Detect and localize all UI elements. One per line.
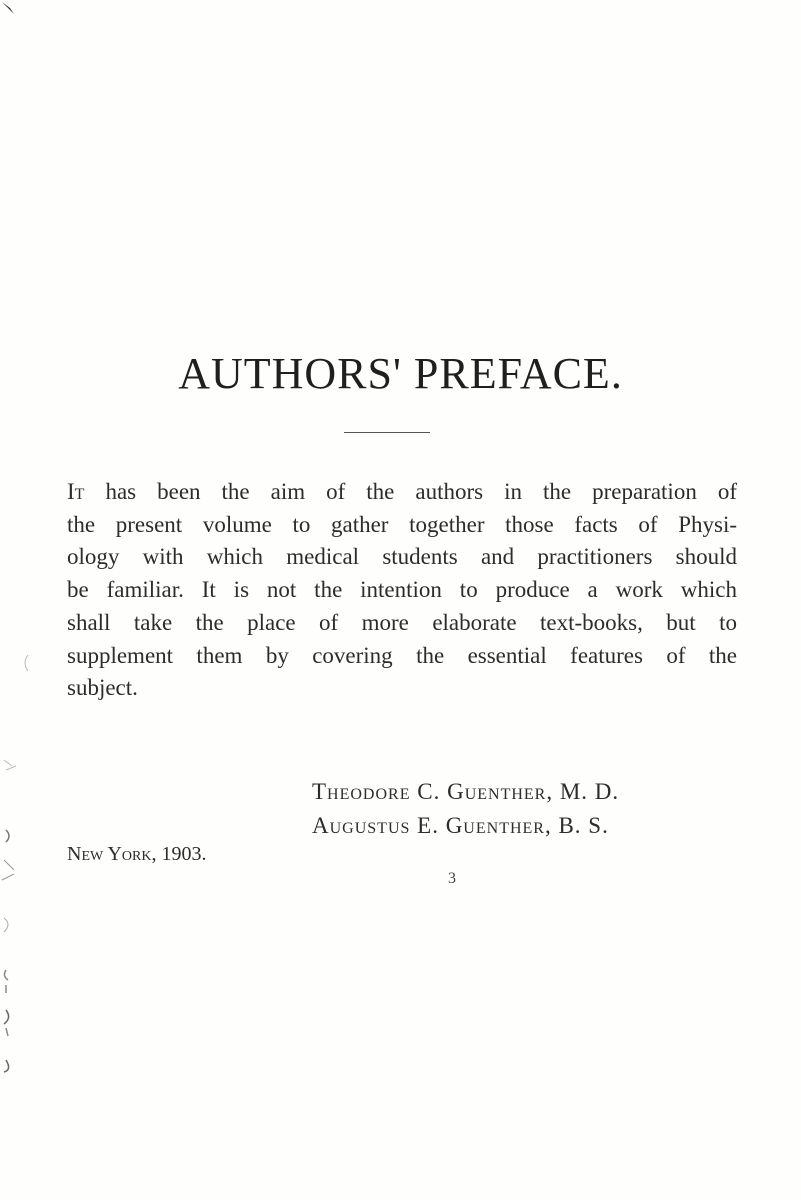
paragraph-line-text: has been the aim of the authors in the preparation of	[84, 479, 737, 504]
paragraph-line: ology with which medical students and practitioners should	[67, 544, 737, 570]
scan-edge-marks	[0, 0, 30, 1200]
paragraph-line: supplement them by covering the essential features of the	[67, 642, 737, 668]
author-signature: Augustus E. Guenther, B. S.	[312, 813, 609, 838]
paragraph-line: the present volume to gather together those facts of Physi-	[67, 511, 737, 537]
paragraph-line: subject.	[67, 675, 138, 701]
preface-paragraph	[67, 476, 737, 705]
paragraph-line: be familiar. It is not the intention to produce a work which	[67, 577, 737, 603]
paragraph-line	[67, 476, 737, 509]
page-title: AUTHORS' PREFACE.	[178, 349, 623, 398]
page-number: 3	[448, 870, 456, 887]
paragraph-lead: It	[67, 479, 85, 504]
title-divider	[344, 432, 430, 433]
place-date: New York, 1903.	[67, 843, 207, 865]
author-signature: Theodore C. Guenther, M. D.	[312, 779, 620, 804]
paragraph-line: shall take the place of more elaborate text-books, but to	[67, 609, 737, 635]
